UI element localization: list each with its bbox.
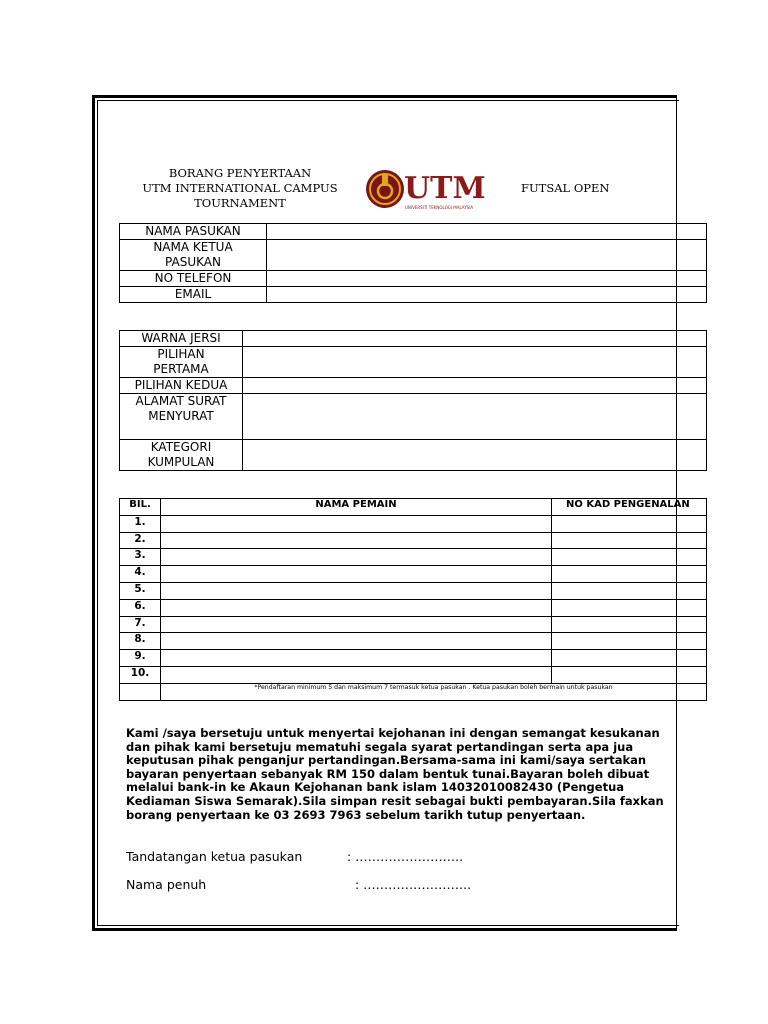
field-pilihan-kedua[interactable] [243, 378, 707, 394]
player-ic-cell[interactable] [552, 633, 707, 650]
row-number: 9. [120, 650, 161, 667]
player-ic-cell[interactable] [552, 650, 707, 667]
utm-logo [364, 164, 486, 214]
player-ic-cell[interactable] [552, 549, 707, 566]
player-ic-cell[interactable] [552, 616, 707, 633]
row-number: 8. [120, 633, 161, 650]
player-ic-cell[interactable] [552, 515, 707, 532]
logo-text: UTM [404, 171, 486, 206]
row-number: 4. [120, 566, 161, 583]
label-nama-ketua: NAMA KETUA PASUKAN [120, 240, 267, 271]
event-name: FUTSAL OPEN [521, 181, 610, 195]
header-bil: BIL. [120, 499, 161, 516]
player-name-cell[interactable] [161, 549, 552, 566]
row-number: 3. [120, 549, 161, 566]
player-name-cell[interactable] [161, 599, 552, 616]
player-ic-cell[interactable] [552, 666, 707, 683]
row-number: 5. [120, 582, 161, 599]
field-nama-ketua[interactable] [267, 240, 707, 271]
row-number: 6. [120, 599, 161, 616]
players-table [119, 498, 707, 701]
label-pilihan-pertama: PILIHAN PERTAMA [120, 347, 243, 378]
row-number: 1. [120, 515, 161, 532]
field-kategori[interactable] [243, 440, 707, 471]
form-title [130, 166, 350, 211]
header-no-kad: NO KAD PENGENALAN [552, 499, 707, 516]
logo-subtext: UNIVERSITI TEKNOLOGI MALAYSIA [405, 205, 474, 210]
player-name-cell[interactable] [161, 532, 552, 549]
player-ic-cell[interactable] [552, 532, 707, 549]
label-no-telefon: NO TELEFON [120, 271, 267, 287]
registration-note: *Pendaftaran minimum 5 dan maksimum 7 termasuk ketua pasukan . Ketua pasukan boleh bermain untuk pasukan [161, 683, 707, 700]
label-nama-pasukan: NAMA PASUKAN [120, 224, 267, 240]
field-warna-jersi[interactable] [243, 331, 707, 347]
field-nama-pasukan[interactable] [267, 224, 707, 240]
label-alamat: ALAMAT SURAT MENYURAT [120, 394, 243, 440]
player-name-cell[interactable] [161, 515, 552, 532]
note-empty-cell [120, 683, 161, 700]
signature-line [126, 849, 464, 864]
player-name-cell[interactable] [161, 633, 552, 650]
field-no-telefon[interactable] [267, 271, 707, 287]
fullname-line [126, 877, 472, 892]
header-nama-pemain: NAMA PEMAIN [161, 499, 552, 516]
row-number: 10. [120, 666, 161, 683]
label-warna-jersi: WARNA JERSI [120, 331, 243, 347]
field-alamat[interactable] [243, 394, 707, 440]
player-ic-cell[interactable] [552, 599, 707, 616]
team-info-table [119, 223, 707, 303]
row-number: 2. [120, 532, 161, 549]
player-name-cell[interactable] [161, 582, 552, 599]
fullname-field[interactable]: : …………………….. [355, 877, 472, 892]
title-line: UTM INTERNATIONAL CAMPUS [142, 181, 338, 195]
label-email: EMAIL [120, 287, 267, 303]
signature-field[interactable]: : …………………….. [347, 849, 464, 864]
player-name-cell[interactable] [161, 616, 552, 633]
fullname-label: Nama penuh [126, 877, 207, 892]
player-name-cell[interactable] [161, 650, 552, 667]
agreement-paragraph: Kami /saya bersetuju untuk menyertai kejohanan ini dengan semangat kesukanan dan pihak kami bersetuju mematuhi segala syarat pertandingan serta apa jua keputusan pihak penganjur pertandingan.Bersama-sama ini kami/saya sertakan bayaran penyertaan sebanyak RM 150 dalam bentuk tunai.Bayaran boleh dibuat melalui bank-in ke Akaun Kejohanan bank islam 14032010082430 (Pengetua Kediaman Siswa Semarak).Sila simpan resit sebagai bukti pembayaran.Sila faxkan borang penyertaan ke 03 2693 7963 sebelum tarikh tutup penyertaan. [126, 726, 664, 822]
jersey-info-table [119, 330, 707, 471]
row-number: 7. [120, 616, 161, 633]
signature-label: Tandatangan ketua pasukan [126, 849, 303, 864]
field-pilihan-pertama[interactable] [243, 347, 707, 378]
field-email[interactable] [267, 287, 707, 303]
label-kategori: KATEGORI KUMPULAN [120, 440, 243, 471]
player-name-cell[interactable] [161, 566, 552, 583]
title-line: BORANG PENYERTAAN [168, 166, 312, 180]
title-line: TOURNAMENT [194, 196, 286, 210]
player-ic-cell[interactable] [552, 582, 707, 599]
player-ic-cell[interactable] [552, 566, 707, 583]
player-name-cell[interactable] [161, 666, 552, 683]
label-pilihan-kedua: PILIHAN KEDUA [120, 378, 243, 394]
